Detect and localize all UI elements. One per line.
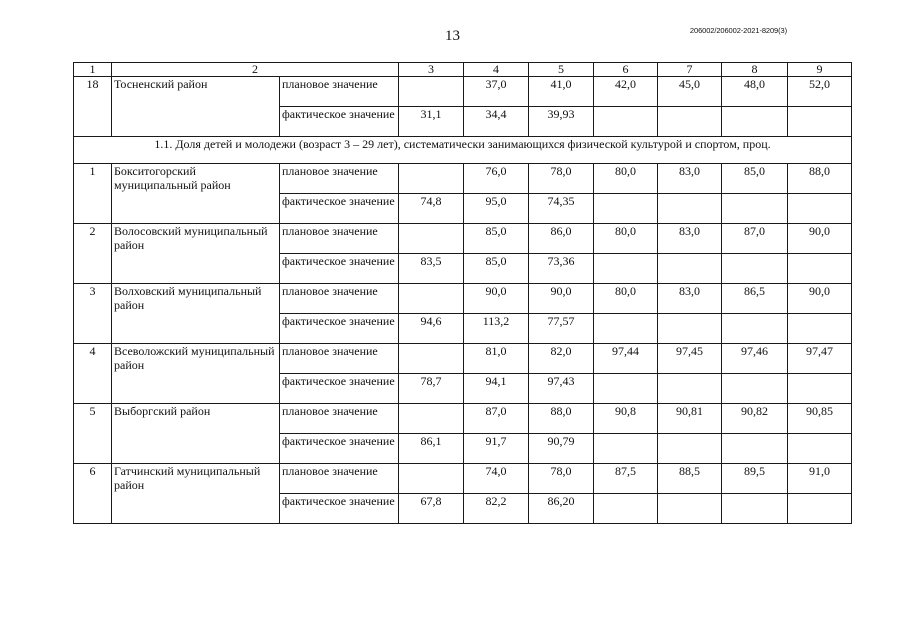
value-cell: 87,0: [464, 404, 529, 434]
value-cell: 90,0: [788, 224, 852, 254]
indicators-table: [73, 62, 852, 524]
district-name: Бокситогорский муниципальный район: [112, 164, 280, 224]
value-cell: [722, 494, 788, 524]
value-cell: 31,1: [399, 107, 464, 137]
value-cell: 80,0: [594, 164, 658, 194]
value-cell: [722, 107, 788, 137]
document-code: 206002/206002-2021-8209(3): [689, 26, 787, 35]
value-type: плановое значение: [280, 284, 399, 314]
district-name: Выборгский район: [112, 404, 280, 464]
value-cell: 89,5: [722, 464, 788, 494]
column-header: 7: [658, 63, 722, 77]
value-cell: 94,6: [399, 314, 464, 344]
value-cell: 97,47: [788, 344, 852, 374]
row-number: 4: [74, 344, 112, 404]
value-cell: 87,5: [594, 464, 658, 494]
value-cell: [788, 494, 852, 524]
value-cell: [594, 254, 658, 284]
value-cell: [788, 434, 852, 464]
value-cell: 90,0: [529, 284, 594, 314]
value-cell: 97,44: [594, 344, 658, 374]
value-cell: 34,4: [464, 107, 529, 137]
value-cell: 82,0: [529, 344, 594, 374]
value-type: фактическое значение: [280, 494, 399, 524]
value-cell: 88,0: [788, 164, 852, 194]
value-cell: [788, 194, 852, 224]
value-cell: 86,20: [529, 494, 594, 524]
value-type: фактическое значение: [280, 254, 399, 284]
column-header: 4: [464, 63, 529, 77]
row-number: 18: [74, 77, 112, 137]
value-cell: [399, 464, 464, 494]
value-cell: 78,0: [529, 164, 594, 194]
value-cell: 97,46: [722, 344, 788, 374]
value-type: фактическое значение: [280, 194, 399, 224]
value-cell: [399, 224, 464, 254]
value-cell: [722, 254, 788, 284]
value-cell: [658, 494, 722, 524]
value-cell: 83,0: [658, 224, 722, 254]
value-cell: 97,43: [529, 374, 594, 404]
table-row: [74, 224, 852, 254]
value-cell: [658, 374, 722, 404]
table-row: [74, 164, 852, 194]
value-cell: 85,0: [464, 224, 529, 254]
value-cell: 81,0: [464, 344, 529, 374]
value-cell: [594, 494, 658, 524]
value-cell: 80,0: [594, 284, 658, 314]
table-row: [74, 344, 852, 374]
column-header: 6: [594, 63, 658, 77]
value-cell: 77,57: [529, 314, 594, 344]
value-type: плановое значение: [280, 464, 399, 494]
value-cell: 85,0: [722, 164, 788, 194]
value-cell: 74,0: [464, 464, 529, 494]
value-cell: 83,0: [658, 164, 722, 194]
value-cell: 90,0: [788, 284, 852, 314]
value-cell: 52,0: [788, 77, 852, 107]
value-cell: [788, 254, 852, 284]
value-type: плановое значение: [280, 77, 399, 107]
value-cell: [594, 374, 658, 404]
value-cell: [594, 194, 658, 224]
column-header: 5: [529, 63, 594, 77]
column-header: 3: [399, 63, 464, 77]
value-cell: 88,5: [658, 464, 722, 494]
column-header-row: [74, 63, 852, 77]
column-header: 2: [112, 63, 399, 77]
table-row: [74, 284, 852, 314]
value-cell: 87,0: [722, 224, 788, 254]
value-cell: 86,5: [722, 284, 788, 314]
value-cell: [658, 434, 722, 464]
value-cell: [658, 254, 722, 284]
row-number: 2: [74, 224, 112, 284]
value-cell: 73,36: [529, 254, 594, 284]
value-cell: 82,2: [464, 494, 529, 524]
value-cell: 90,85: [788, 404, 852, 434]
value-cell: 90,0: [464, 284, 529, 314]
value-cell: [658, 194, 722, 224]
value-cell: [399, 164, 464, 194]
value-cell: [722, 434, 788, 464]
value-cell: [658, 314, 722, 344]
section-row: [74, 137, 852, 164]
district-name: Всеволожский муниципальный район: [112, 344, 280, 404]
value-cell: 78,0: [529, 464, 594, 494]
row-number: 3: [74, 284, 112, 344]
value-cell: 90,81: [658, 404, 722, 434]
row-number: 5: [74, 404, 112, 464]
page-number: 13: [445, 28, 460, 44]
value-cell: 86,1: [399, 434, 464, 464]
value-cell: 113,2: [464, 314, 529, 344]
value-type: плановое значение: [280, 224, 399, 254]
value-cell: 41,0: [529, 77, 594, 107]
value-type: плановое значение: [280, 344, 399, 374]
district-name: Волховский муниципальный район: [112, 284, 280, 344]
value-cell: 90,82: [722, 404, 788, 434]
value-cell: [722, 314, 788, 344]
value-type: фактическое значение: [280, 314, 399, 344]
value-cell: [399, 344, 464, 374]
value-cell: 48,0: [722, 77, 788, 107]
value-cell: [722, 374, 788, 404]
column-header: 9: [788, 63, 852, 77]
district-name: Гатчинский муниципальный район: [112, 464, 280, 524]
value-cell: 45,0: [658, 77, 722, 107]
value-cell: [594, 107, 658, 137]
value-cell: 95,0: [464, 194, 529, 224]
value-cell: 83,5: [399, 254, 464, 284]
value-cell: 74,35: [529, 194, 594, 224]
district-name: Тосненский район: [112, 77, 280, 137]
value-cell: 39,93: [529, 107, 594, 137]
value-cell: 37,0: [464, 77, 529, 107]
column-header: 1: [74, 63, 112, 77]
value-cell: 91,7: [464, 434, 529, 464]
value-cell: 42,0: [594, 77, 658, 107]
row-number: 1: [74, 164, 112, 224]
value-cell: [399, 404, 464, 434]
value-cell: 78,7: [399, 374, 464, 404]
value-cell: [594, 314, 658, 344]
value-cell: 83,0: [658, 284, 722, 314]
value-type: плановое значение: [280, 164, 399, 194]
value-cell: 67,8: [399, 494, 464, 524]
value-cell: [722, 194, 788, 224]
value-cell: 91,0: [788, 464, 852, 494]
value-cell: 80,0: [594, 224, 658, 254]
value-cell: 90,8: [594, 404, 658, 434]
value-cell: 97,45: [658, 344, 722, 374]
value-cell: 86,0: [529, 224, 594, 254]
value-cell: [788, 314, 852, 344]
value-cell: [788, 107, 852, 137]
table-row: [74, 464, 852, 494]
value-cell: [399, 284, 464, 314]
value-type: фактическое значение: [280, 434, 399, 464]
value-cell: [399, 77, 464, 107]
value-cell: 94,1: [464, 374, 529, 404]
value-cell: [788, 374, 852, 404]
value-cell: 85,0: [464, 254, 529, 284]
value-type: фактическое значение: [280, 107, 399, 137]
column-header: 8: [722, 63, 788, 77]
value-type: плановое значение: [280, 404, 399, 434]
value-cell: [658, 107, 722, 137]
value-cell: 88,0: [529, 404, 594, 434]
district-name: Волосовский муниципальный район: [112, 224, 280, 284]
value-cell: [594, 434, 658, 464]
value-cell: 74,8: [399, 194, 464, 224]
section-title: 1.1. Доля детей и молодежи (возраст 3 – 29 лет), систематически занимающихся физической культурой и спортом, проц.: [74, 137, 852, 164]
row-number: 6: [74, 464, 112, 524]
value-cell: 76,0: [464, 164, 529, 194]
table-row: [74, 404, 852, 434]
value-type: фактическое значение: [280, 374, 399, 404]
value-cell: 90,79: [529, 434, 594, 464]
table-row: [74, 77, 852, 107]
